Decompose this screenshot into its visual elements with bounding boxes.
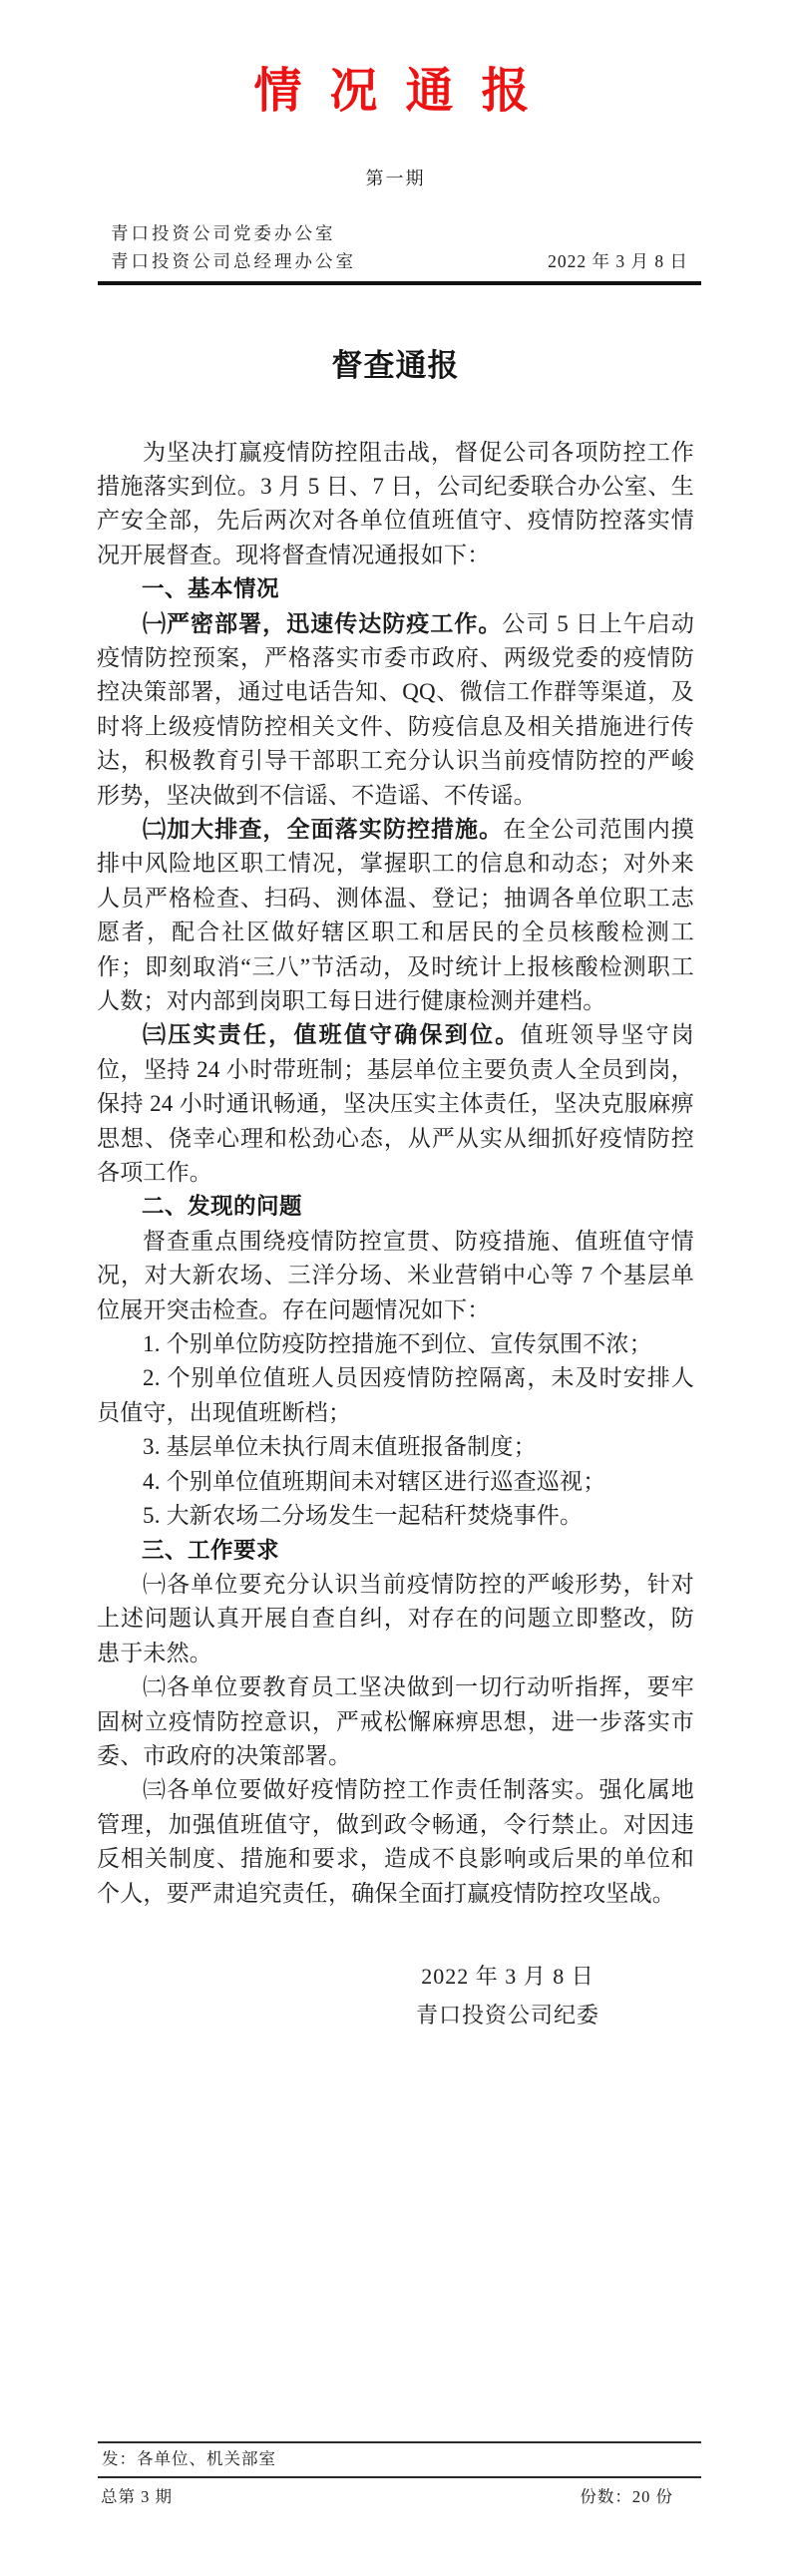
section-2-intro: 督查重点围绕疫情防控宣贯、防疫措施、值班值守情况，对大新农场、三洋分场、米业营销中心等 7 个基层单位展开突击检查。存在问题情况如下： xyxy=(97,1228,694,1322)
document-footer xyxy=(98,2441,701,2508)
document-body xyxy=(97,436,694,2034)
section-1-paragraph-2 xyxy=(97,813,694,1018)
problem-item-1: 1. 个别单位防疫防控措施不到位、宣传氛围不浓； xyxy=(143,1331,652,1357)
section-1-paragraph-3 xyxy=(97,1018,694,1190)
paragraph-text: 在全公司范围内摸排中风险地区职工情况，掌握职工的信息和动态；对外来人员严格检查、扫码、测体温、登记；抽调各单位职工志愿者，配合社区做好辖区职工和居民的全员核酸检测工作；即刻取消“三八”节活动，及时统计上报核酸检测职工人数；对内部到岗职工每日进行健康检测并建档。 xyxy=(97,816,695,1013)
section-1-heading: 一、基本情况 xyxy=(142,576,280,602)
section-1-paragraph-1 xyxy=(97,607,694,813)
footer-meta-row xyxy=(98,2478,701,2508)
problem-item-4: 4. 个别单位值班期间未对辖区进行巡查巡视； xyxy=(143,1468,606,1494)
problem-item-3: 3. 基层单位未执行周末值班报备制度； xyxy=(143,1434,537,1460)
signoff-block xyxy=(416,1957,599,2034)
paragraph-lead: ㈠严密部署，迅速传达防疫工作。 xyxy=(143,610,503,636)
problem-item-2: 2. 个别单位值班人员因疫情防控隔离，未及时安排人员值守，出现值班断档； xyxy=(97,1365,694,1425)
intro-paragraph: 为坚决打赢疫情防控阻击战，督促公司各项防控工作措施落实到位。3 月 5 日、7 日，公司纪委联合办公室、生产安全部，先后两次对各单位值班值守、疫情防控落实情况开展督查。现将督查情况通报如下： xyxy=(97,439,694,567)
masthead-title: 情 况 通 报 xyxy=(253,65,538,118)
copies-count: 份数：20 份 xyxy=(580,2487,673,2506)
section-3-paragraph-2: ㈡各单位要教育员工坚决做到一切行动听指挥，要牢固树立疫情防控意识，严戒松懈麻痹思想，进一步落实市委、市政府的决策部署。 xyxy=(97,1674,694,1768)
paragraph-lead: ㈢压实责任，值班值守确保到位。 xyxy=(143,1022,521,1048)
section-3-heading: 三、工作要求 xyxy=(142,1537,280,1563)
publisher-line-1: 青口投资公司党委办公室 xyxy=(111,223,336,243)
publisher-row xyxy=(97,219,694,275)
issue-total: 总第 3 期 xyxy=(101,2487,173,2506)
header-date: 2022 年 3 月 8 日 xyxy=(548,251,688,271)
masthead-divider-rule xyxy=(98,281,701,285)
section-3-paragraph-3: ㈢各单位要做好疫情防控工作责任制落实。强化属地管理，加强值班值守，做到政令畅通，令行禁止。对因违反相关制度、措施和要求，造成不良影响或后果的单位和个人，要严肃追究责任，确保全面打赢疫情防控攻坚战。 xyxy=(97,1777,694,1906)
distribution-line: 发：各单位、机关部室 xyxy=(102,2449,276,2468)
problem-item-5: 5. 大新农场二分场发生一起秸秆焚烧事件。 xyxy=(143,1503,584,1529)
paragraph-lead: ㈡加大排查，全面落实防控措施。 xyxy=(143,816,504,842)
signoff-date: 2022 年 3 月 8 日 xyxy=(421,1963,594,1989)
publisher-names xyxy=(97,219,356,275)
document-title: 督查通报 xyxy=(331,347,460,383)
section-2-heading: 二、发现的问题 xyxy=(142,1194,303,1220)
signoff-signer: 青口投资公司纪委 xyxy=(415,2002,599,2027)
section-3-paragraph-1: ㈠各单位要充分认识当前疫情防控的严峻形势，针对上述问题认真开展自查自纠，对存在的问题立即整改，防患于未然。 xyxy=(97,1571,694,1665)
publisher-line-2: 青口投资公司总经理办公室 xyxy=(111,251,356,271)
masthead xyxy=(0,62,791,285)
issue-number: 第一期 xyxy=(365,169,426,188)
paragraph-text: 值班领导坚守岗位，坚持 24 小时带班制；基层单位主要负责人全员到岗，保持 24 小时通讯畅通，坚决压实主体责任，坚决克服麻痹思想、侥幸心理和松劲心态，从严从实从细抓好疫情防控各项工作。 xyxy=(97,1022,695,1186)
paragraph-text: 公司 5 日上午启动疫情防控预案，严格落实市委市政府、两级党委的疫情防控决策部署，通过电话告知、QQ、微信工作群等渠道，及时将上级疫情防控相关文件、防疫信息及相关措施进行传达，积极教育引导干部职工充分认识当前疫情防控的严峻形势，坚决做到不信谣、不造谣、不传谣。 xyxy=(97,610,695,808)
